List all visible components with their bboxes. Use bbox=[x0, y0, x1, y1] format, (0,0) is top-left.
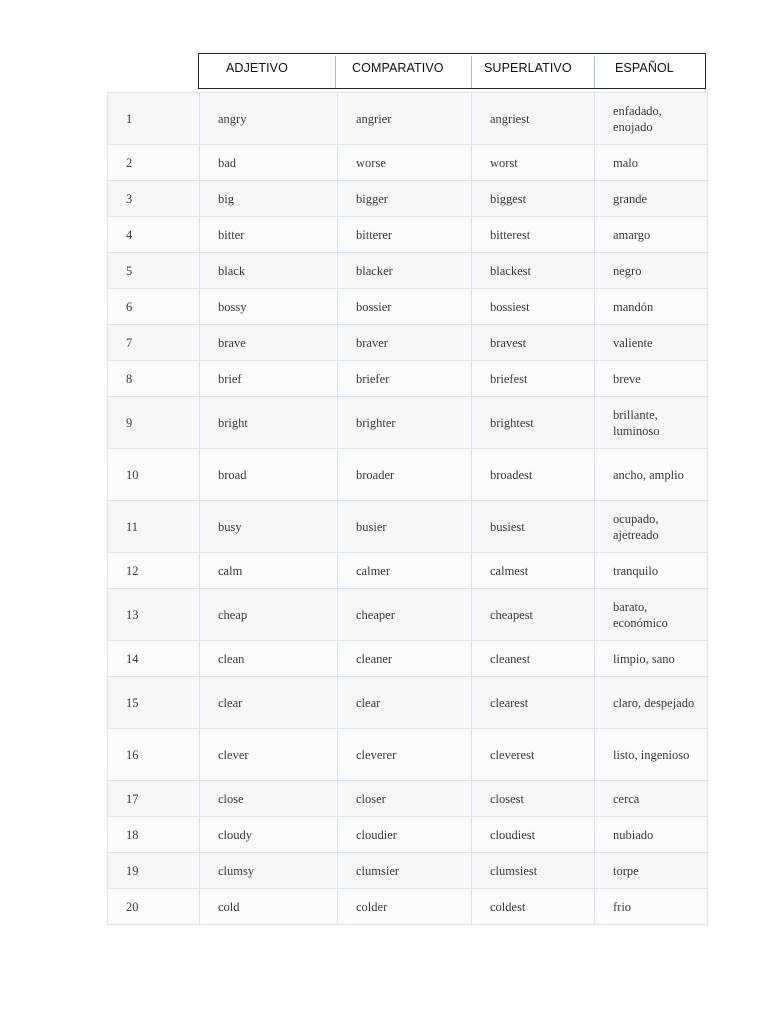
cell-espanol: enfadado, enojado bbox=[595, 93, 708, 145]
cell-superlativo: coldest bbox=[472, 889, 595, 925]
cell-comparativo: cleaner bbox=[338, 641, 472, 677]
header-divider bbox=[335, 56, 336, 88]
cell-num: 19 bbox=[108, 853, 200, 889]
table-row bbox=[108, 289, 708, 325]
table-row bbox=[108, 145, 708, 181]
cell-espanol: brillante, luminoso bbox=[595, 397, 708, 449]
table-row bbox=[108, 181, 708, 217]
cell-superlativo: cloudiest bbox=[472, 817, 595, 853]
cell-adjetivo: cold bbox=[200, 889, 338, 925]
cell-comparativo: angrier bbox=[338, 93, 472, 145]
cell-num: 5 bbox=[108, 253, 200, 289]
cell-adjetivo: bitter bbox=[200, 217, 338, 253]
table-row bbox=[108, 217, 708, 253]
cell-superlativo: bossiest bbox=[472, 289, 595, 325]
cell-espanol: claro, despejado bbox=[595, 677, 708, 729]
table-row bbox=[108, 853, 708, 889]
header-superlativo: SUPERLATIVO bbox=[484, 61, 572, 75]
adjectives-table-body bbox=[108, 93, 708, 925]
cell-espanol: valiente bbox=[595, 325, 708, 361]
cell-adjetivo: clean bbox=[200, 641, 338, 677]
cell-superlativo: clearest bbox=[472, 677, 595, 729]
cell-superlativo: calmest bbox=[472, 553, 595, 589]
table-row bbox=[108, 449, 708, 501]
cell-num: 18 bbox=[108, 817, 200, 853]
cell-superlativo: bitterest bbox=[472, 217, 595, 253]
cell-superlativo: closest bbox=[472, 781, 595, 817]
table-row bbox=[108, 889, 708, 925]
cell-comparativo: blacker bbox=[338, 253, 472, 289]
table-row bbox=[108, 501, 708, 553]
cell-num: 3 bbox=[108, 181, 200, 217]
cell-comparativo: bossier bbox=[338, 289, 472, 325]
cell-espanol: negro bbox=[595, 253, 708, 289]
cell-comparativo: clumsier bbox=[338, 853, 472, 889]
cell-num: 16 bbox=[108, 729, 200, 781]
adjectives-table bbox=[107, 92, 708, 925]
cell-adjetivo: bad bbox=[200, 145, 338, 181]
table-row bbox=[108, 729, 708, 781]
table-row bbox=[108, 589, 708, 641]
cell-comparativo: bitterer bbox=[338, 217, 472, 253]
cell-adjetivo: clear bbox=[200, 677, 338, 729]
cell-comparativo: calmer bbox=[338, 553, 472, 589]
cell-superlativo: cleverest bbox=[472, 729, 595, 781]
cell-espanol: barato, económico bbox=[595, 589, 708, 641]
cell-num: 9 bbox=[108, 397, 200, 449]
header-adjetivo: ADJETIVO bbox=[226, 61, 288, 75]
header-espanol: ESPAÑOL bbox=[615, 61, 674, 75]
cell-adjetivo: clever bbox=[200, 729, 338, 781]
cell-comparativo: cloudier bbox=[338, 817, 472, 853]
cell-espanol: limpio, sano bbox=[595, 641, 708, 677]
cell-comparativo: colder bbox=[338, 889, 472, 925]
cell-superlativo: clumsiest bbox=[472, 853, 595, 889]
cell-espanol: breve bbox=[595, 361, 708, 397]
header-divider bbox=[594, 56, 595, 88]
cell-superlativo: cleanest bbox=[472, 641, 595, 677]
table-header bbox=[198, 53, 706, 89]
cell-adjetivo: clumsy bbox=[200, 853, 338, 889]
cell-superlativo: bravest bbox=[472, 325, 595, 361]
cell-num: 15 bbox=[108, 677, 200, 729]
table-row bbox=[108, 677, 708, 729]
cell-adjetivo: angry bbox=[200, 93, 338, 145]
cell-num: 14 bbox=[108, 641, 200, 677]
table-row bbox=[108, 781, 708, 817]
cell-espanol: ocupado, ajetreado bbox=[595, 501, 708, 553]
table-row bbox=[108, 553, 708, 589]
cell-adjetivo: black bbox=[200, 253, 338, 289]
cell-adjetivo: cloudy bbox=[200, 817, 338, 853]
cell-superlativo: cheapest bbox=[472, 589, 595, 641]
cell-adjetivo: bright bbox=[200, 397, 338, 449]
cell-comparativo: broader bbox=[338, 449, 472, 501]
cell-superlativo: blackest bbox=[472, 253, 595, 289]
cell-num: 20 bbox=[108, 889, 200, 925]
cell-num: 11 bbox=[108, 501, 200, 553]
cell-adjetivo: cheap bbox=[200, 589, 338, 641]
cell-espanol: tranquilo bbox=[595, 553, 708, 589]
cell-adjetivo: bossy bbox=[200, 289, 338, 325]
cell-adjetivo: broad bbox=[200, 449, 338, 501]
cell-comparativo: closer bbox=[338, 781, 472, 817]
cell-num: 7 bbox=[108, 325, 200, 361]
header-divider bbox=[471, 56, 472, 88]
cell-num: 17 bbox=[108, 781, 200, 817]
cell-adjetivo: busy bbox=[200, 501, 338, 553]
header-comparativo: COMPARATIVO bbox=[352, 61, 444, 75]
cell-adjetivo: brief bbox=[200, 361, 338, 397]
table-row bbox=[108, 641, 708, 677]
cell-num: 13 bbox=[108, 589, 200, 641]
cell-num: 1 bbox=[108, 93, 200, 145]
cell-espanol: torpe bbox=[595, 853, 708, 889]
table-row bbox=[108, 253, 708, 289]
cell-comparativo: clear bbox=[338, 677, 472, 729]
cell-num: 2 bbox=[108, 145, 200, 181]
cell-espanol: nubiado bbox=[595, 817, 708, 853]
cell-comparativo: cheaper bbox=[338, 589, 472, 641]
table-row bbox=[108, 325, 708, 361]
cell-espanol: listo, ingenioso bbox=[595, 729, 708, 781]
cell-comparativo: busier bbox=[338, 501, 472, 553]
cell-espanol: cerca bbox=[595, 781, 708, 817]
cell-espanol: mandón bbox=[595, 289, 708, 325]
cell-superlativo: briefest bbox=[472, 361, 595, 397]
table-row bbox=[108, 817, 708, 853]
cell-superlativo: worst bbox=[472, 145, 595, 181]
cell-espanol: frio bbox=[595, 889, 708, 925]
cell-espanol: ancho, amplio bbox=[595, 449, 708, 501]
cell-superlativo: brightest bbox=[472, 397, 595, 449]
cell-superlativo: angriest bbox=[472, 93, 595, 145]
cell-adjetivo: brave bbox=[200, 325, 338, 361]
cell-comparativo: briefer bbox=[338, 361, 472, 397]
cell-adjetivo: calm bbox=[200, 553, 338, 589]
cell-espanol: grande bbox=[595, 181, 708, 217]
cell-num: 8 bbox=[108, 361, 200, 397]
cell-comparativo: bigger bbox=[338, 181, 472, 217]
table-row bbox=[108, 397, 708, 449]
cell-comparativo: brighter bbox=[338, 397, 472, 449]
cell-superlativo: biggest bbox=[472, 181, 595, 217]
cell-comparativo: worse bbox=[338, 145, 472, 181]
cell-num: 10 bbox=[108, 449, 200, 501]
cell-comparativo: braver bbox=[338, 325, 472, 361]
cell-comparativo: cleverer bbox=[338, 729, 472, 781]
cell-adjetivo: close bbox=[200, 781, 338, 817]
cell-adjetivo: big bbox=[200, 181, 338, 217]
cell-superlativo: busiest bbox=[472, 501, 595, 553]
cell-espanol: amargo bbox=[595, 217, 708, 253]
table-row bbox=[108, 93, 708, 145]
cell-superlativo: broadest bbox=[472, 449, 595, 501]
cell-num: 12 bbox=[108, 553, 200, 589]
cell-espanol: malo bbox=[595, 145, 708, 181]
table-row bbox=[108, 361, 708, 397]
cell-num: 4 bbox=[108, 217, 200, 253]
cell-num: 6 bbox=[108, 289, 200, 325]
